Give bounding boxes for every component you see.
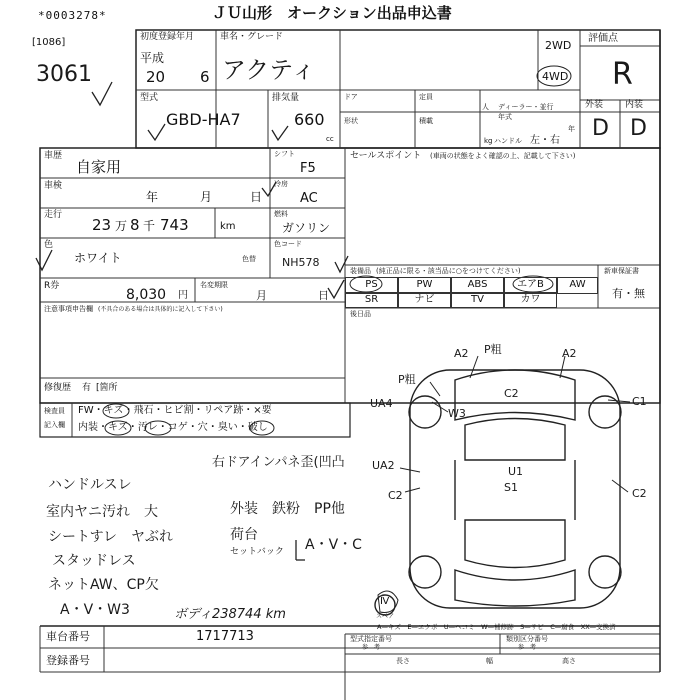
displacement-label: 排気量: [272, 93, 300, 103]
aircon-value: AC: [300, 191, 318, 206]
handwritten-line: A・V・C: [305, 537, 362, 553]
repaint-label: 色替: [242, 255, 256, 263]
shape-label: 形状: [344, 117, 358, 125]
equipment-item: PW: [398, 277, 451, 294]
reg-year: 20: [146, 68, 166, 86]
spare-mark: Ⅳ: [380, 596, 390, 607]
form-row-3: 類別区分番号: [506, 635, 548, 643]
equipment-item: SR: [345, 292, 398, 308]
equipment-aw: AW: [557, 277, 598, 294]
handle-label: ハンドル: [494, 137, 522, 145]
repair-value: 有: [82, 383, 92, 393]
name-change-label: 名変期限: [200, 281, 228, 289]
shift-value: F5: [300, 161, 316, 176]
interior-label: 内装: [625, 100, 644, 110]
cautions-sub: (不具合のある場合は具体的に記入して下さい): [98, 306, 223, 313]
chassis-value: 1717713: [196, 629, 254, 644]
color-value: ホワイト: [74, 251, 122, 265]
displacement-value: 660: [294, 110, 325, 129]
usage-label: 車歴: [44, 151, 63, 161]
equipment-item: PS: [345, 277, 398, 294]
car-name: アクティ: [222, 56, 316, 84]
back-seat-label: 後日品: [350, 310, 371, 318]
shaken-year: 年: [146, 190, 159, 204]
diagram-label: C2: [504, 387, 519, 400]
handle-value: 左・右: [530, 135, 560, 146]
capacity-unit: 人: [482, 103, 489, 111]
corner-code: [1086]: [32, 37, 66, 48]
diagram-label: C1: [632, 395, 647, 408]
barcode-serial: *0003278*: [38, 9, 107, 22]
spare-label: スペア: [376, 613, 395, 620]
sales-point-label: セールスポイント: [350, 151, 422, 161]
equipment-item: ナビ: [398, 292, 451, 308]
car-name-label: 車名・グレード: [220, 32, 284, 42]
handwritten-line: シートすレ ヤぶれ: [48, 529, 174, 545]
equipment-note: (純正品に限る・該当品に○をつけてください): [376, 267, 521, 275]
handwritten-line: 室内ヤニ汚れ 大: [46, 504, 158, 520]
chassis-label: 車台番号: [46, 630, 90, 643]
inspection-row-2: 内装・キズ・汚レ・コゲ・穴・臭い・破し: [78, 422, 268, 433]
handwritten-line: ネットAW、CP欠: [48, 577, 159, 593]
length-label: 長さ: [396, 657, 410, 665]
width-label: 幅: [486, 657, 493, 665]
model-year-label: 年式: [498, 113, 512, 121]
mileage-man: 万: [115, 219, 128, 233]
damage-legend: A—キズ E—エクボ U—ヘコミ W—補修跡 S—サビ C—腐食 XX—交換済: [377, 623, 616, 631]
ticket-label: R券: [44, 281, 60, 291]
fuel-value: ガソリン: [282, 221, 331, 235]
reg-no-label: 登録番号: [46, 654, 90, 667]
diagram-label: C2: [388, 489, 403, 502]
handwritten-line: セットバック: [230, 547, 284, 557]
shaken-label: 車検: [44, 181, 63, 191]
diagram-label: W3: [448, 407, 466, 420]
ticket-unit: 円: [178, 290, 188, 301]
equipment-item: TV: [451, 292, 504, 308]
diagram-label: UA4: [370, 397, 393, 410]
inspection-label-1: 検査員: [44, 407, 65, 415]
mileage-10k: 23: [92, 216, 112, 234]
mileage-thousand: 8: [130, 216, 140, 234]
new-record-label: 新車保証書: [604, 267, 639, 275]
mileage-sen: 千: [143, 219, 156, 233]
loading-unit: kg: [484, 137, 493, 145]
handwritten-line: 外装 鉄粉 PP他: [230, 501, 345, 517]
handwritten-line: 荷台: [230, 527, 258, 543]
inspection-label-2: 記入欄: [44, 421, 65, 429]
diagram-label: P粗: [398, 373, 416, 386]
form-row-2: 参 考: [362, 644, 381, 651]
diagram-label: A2: [562, 347, 577, 360]
drive-2wd: 2WD: [545, 39, 572, 52]
diagram-label: A2: [454, 347, 469, 360]
diagram-label: C2: [632, 487, 647, 500]
color-code-value: NH578: [282, 256, 320, 269]
car-diagram: [375, 370, 621, 615]
first-reg-label: 初度登録年月: [140, 32, 195, 42]
diagram-label: UA2: [372, 459, 395, 472]
mileage-rest: 743: [160, 216, 189, 234]
reg-month: 6: [200, 68, 210, 86]
equipment-item: カワ: [504, 292, 557, 308]
capacity-label: 定員: [419, 93, 433, 101]
form-row-4: 参 考: [518, 644, 537, 651]
dealer-label: ディーラー・並行: [498, 103, 554, 111]
diagram-label: S1: [504, 481, 518, 494]
handwritten-odometer: ボディ238744 km: [174, 607, 286, 622]
usage-value: 自家用: [76, 158, 122, 176]
model-label: 型式: [140, 93, 159, 103]
repair-bracket: [箇所: [96, 383, 118, 393]
displacement-unit: cc: [326, 135, 334, 143]
drive-4wd: 4WD: [542, 70, 569, 83]
exterior-grade: D: [592, 116, 609, 141]
era-label: 平成: [140, 51, 165, 65]
aircon-label: 冷房: [274, 180, 288, 188]
color-code-label: 色コード: [274, 240, 302, 248]
equipment-item: エアB: [504, 277, 557, 294]
equipment-label: 装備品: [350, 267, 371, 275]
ticket-amount: 8,030: [126, 287, 167, 303]
repair-label: 修復歴: [44, 383, 72, 393]
mileage-unit: km: [220, 221, 236, 232]
cautions-label: 注意事項申告欄: [44, 305, 93, 313]
score-label: 評価点: [588, 33, 618, 44]
name-change-day: 日: [318, 289, 329, 302]
diagram-label: P粗: [484, 343, 502, 356]
inspection-row-1: FW・キズ・飛石・ヒビ割・リペア跡・×要: [78, 405, 272, 416]
color-label: 色: [44, 240, 54, 250]
diagram-label: U1: [508, 465, 524, 478]
new-record-value: 有・無: [612, 287, 645, 300]
model-value: GBD-HA7: [166, 110, 241, 129]
shaken-day: 日: [250, 190, 263, 204]
shaken-month: 月: [200, 190, 213, 204]
exterior-label: 外装: [585, 100, 604, 110]
lot-number: 3061: [36, 62, 92, 87]
interior-grade: D: [630, 116, 647, 141]
doors-label: ドア: [344, 93, 358, 101]
sales-point-note: (車両の状態をよく確認の上、記載して下さい): [430, 152, 576, 160]
equipment-item: ABS: [451, 277, 504, 294]
handwritten-top-note: 右ドアインパネ歪(凹凸: [212, 455, 345, 470]
name-change-month: 月: [256, 289, 267, 302]
model-year-sub: 年: [568, 125, 575, 133]
height-label: 高さ: [562, 657, 576, 665]
form-title: ＪＵ山形 オークション出品申込書: [212, 4, 452, 22]
mileage-label: 走行: [44, 210, 63, 220]
form-row-1: 型式指定番号: [350, 635, 392, 643]
loading-label: 積載: [419, 117, 433, 125]
handwritten-line: スタッドレス: [52, 553, 136, 569]
fuel-label: 燃料: [274, 210, 288, 218]
handwritten-line: A・V・W3: [60, 602, 130, 618]
shift-label: シフト: [274, 150, 295, 158]
score-value: R: [612, 57, 633, 92]
handwritten-line: ハンドルスレ: [48, 477, 132, 493]
